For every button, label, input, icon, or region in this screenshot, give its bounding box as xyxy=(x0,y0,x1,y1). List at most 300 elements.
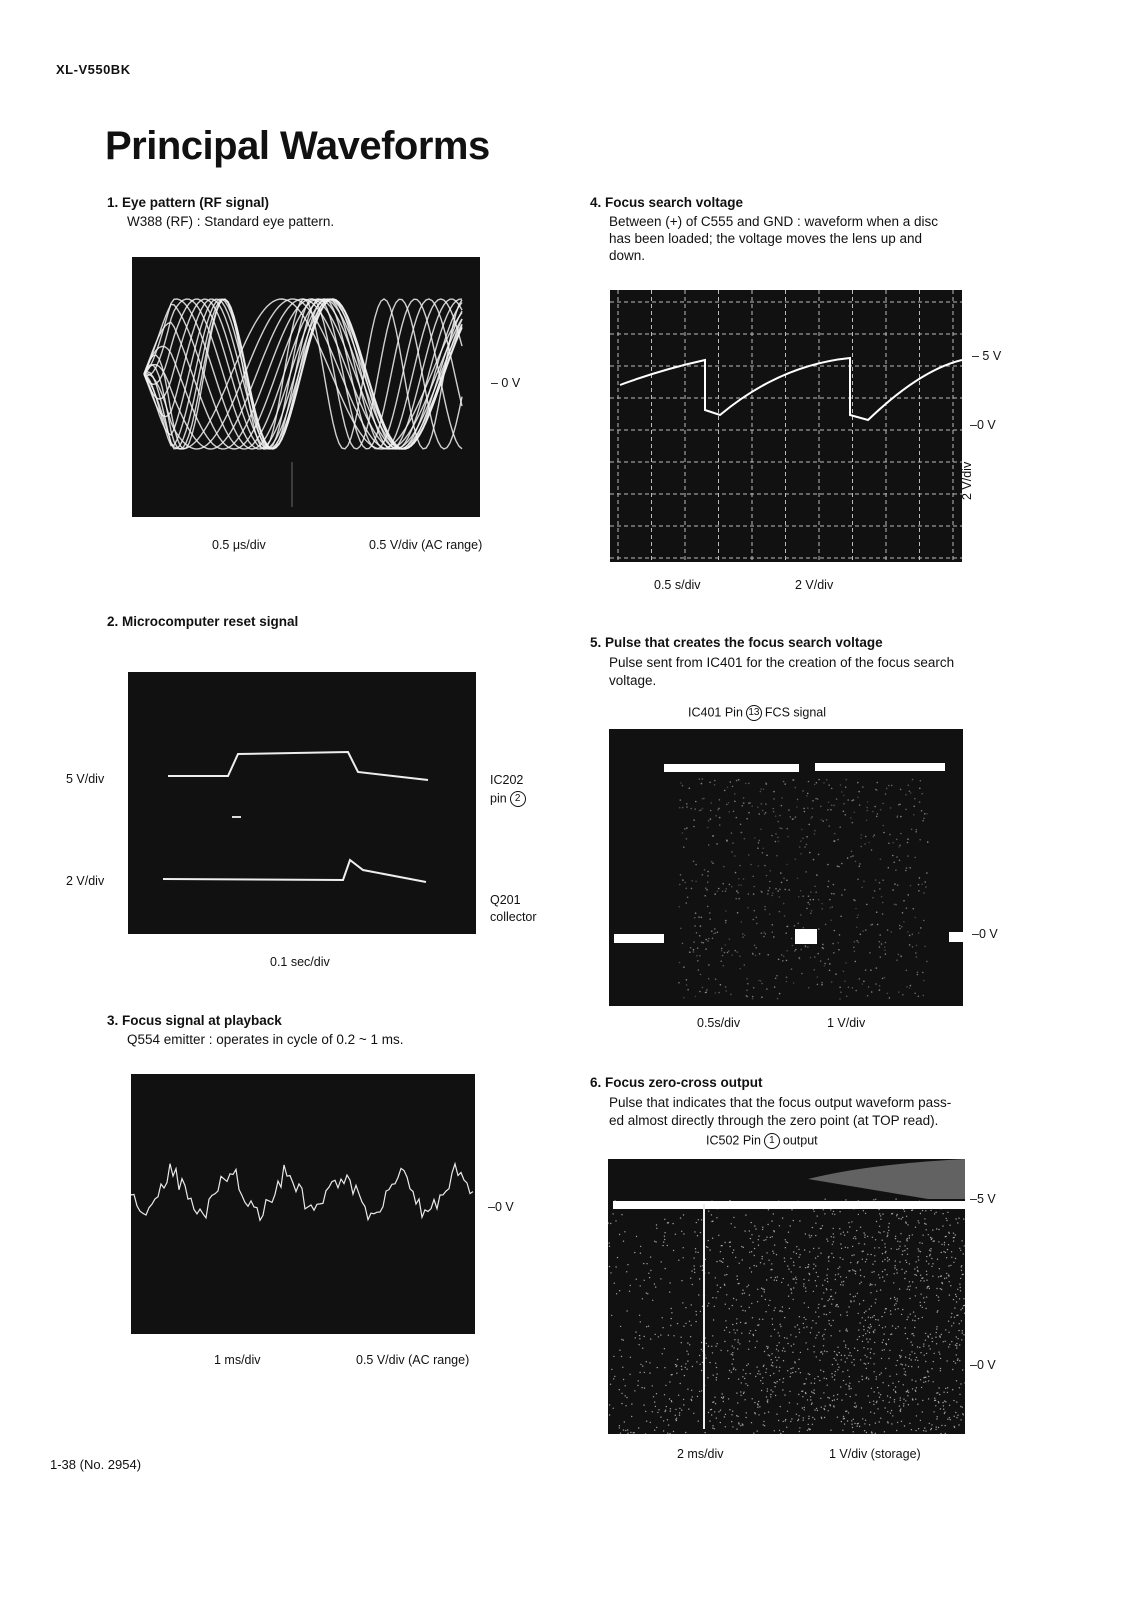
noise-dot xyxy=(717,931,719,933)
noise-dot xyxy=(707,827,709,829)
storage-dot xyxy=(749,1307,750,1308)
storage-dot xyxy=(669,1398,670,1399)
storage-dot xyxy=(956,1380,957,1381)
storage-dot xyxy=(823,1338,824,1339)
storage-dot xyxy=(847,1247,848,1248)
noise-dot xyxy=(879,946,881,948)
storage-dot xyxy=(699,1364,700,1365)
storage-dot xyxy=(762,1319,763,1320)
noise-dot xyxy=(725,986,727,988)
noise-dot xyxy=(821,908,823,910)
noise-dot xyxy=(902,912,904,914)
noise-dot xyxy=(807,946,809,948)
noise-dot xyxy=(772,931,774,933)
storage-dot xyxy=(713,1401,714,1402)
storage-dot xyxy=(815,1223,816,1224)
noise-dot xyxy=(810,891,812,893)
storage-dot xyxy=(956,1301,957,1302)
noise-dot xyxy=(768,890,770,892)
noise-dot xyxy=(689,951,691,953)
storage-dot xyxy=(718,1235,719,1236)
noise-dot xyxy=(923,818,925,820)
noise-dot xyxy=(867,801,869,803)
noise-dot xyxy=(729,938,731,940)
noise-dot xyxy=(753,893,755,895)
storage-dot xyxy=(888,1358,889,1359)
storage-dot xyxy=(880,1215,881,1216)
storage-dot xyxy=(897,1422,898,1423)
storage-dot xyxy=(815,1311,816,1312)
storage-dot xyxy=(933,1411,934,1412)
noise-dot xyxy=(707,871,709,873)
storage-dot xyxy=(854,1270,855,1271)
noise-dot xyxy=(785,932,787,934)
storage-dot xyxy=(789,1308,790,1309)
storage-dot xyxy=(725,1414,726,1415)
storage-dot xyxy=(668,1424,669,1425)
storage-dot xyxy=(924,1302,925,1303)
pin-number-circle: 13 xyxy=(746,705,762,721)
storage-dot xyxy=(942,1225,943,1226)
storage-dot xyxy=(704,1432,705,1433)
storage-dot xyxy=(698,1420,699,1421)
noise-dot xyxy=(693,941,695,943)
storage-dot xyxy=(865,1261,866,1262)
noise-dot xyxy=(840,991,842,993)
storage-dot xyxy=(702,1306,703,1307)
storage-dot xyxy=(745,1322,746,1323)
storage-dot xyxy=(687,1360,688,1361)
noise-dot xyxy=(769,913,771,915)
noise-dot xyxy=(764,865,766,867)
storage-dot xyxy=(957,1415,958,1416)
storage-dot xyxy=(894,1267,895,1268)
storage-dot xyxy=(830,1296,831,1297)
storage-dot xyxy=(787,1370,788,1371)
storage-dot xyxy=(874,1329,875,1330)
noise-dot xyxy=(920,780,922,782)
focus-x-scale: 1 ms/div xyxy=(214,1353,261,1367)
storage-dot xyxy=(778,1357,779,1358)
noise-dot xyxy=(800,914,802,916)
storage-dot xyxy=(736,1275,737,1276)
noise-dot xyxy=(913,806,915,808)
storage-dot xyxy=(937,1311,938,1312)
storage-dot xyxy=(817,1215,818,1216)
storage-dot xyxy=(904,1250,905,1251)
storage-dot xyxy=(813,1264,814,1265)
noise-dot xyxy=(802,838,804,840)
noise-dot xyxy=(845,786,847,788)
noise-dot xyxy=(773,791,775,793)
noise-dot xyxy=(887,993,889,995)
search-y-scale: 2 V/div xyxy=(795,578,834,592)
noise-dot xyxy=(781,828,783,830)
noise-dot xyxy=(806,795,808,797)
noise-dot xyxy=(828,958,830,960)
storage-dot xyxy=(830,1430,831,1431)
noise-dot xyxy=(752,953,754,955)
storage-dot xyxy=(732,1252,733,1253)
storage-dot xyxy=(894,1265,895,1266)
eye-pattern-scope xyxy=(132,257,480,517)
noise-dot xyxy=(923,892,925,894)
noise-dot xyxy=(911,829,913,831)
storage-dot xyxy=(750,1238,751,1239)
storage-dot xyxy=(920,1305,921,1306)
storage-dot xyxy=(827,1281,828,1282)
storage-dot xyxy=(876,1221,877,1222)
storage-dot xyxy=(746,1412,747,1413)
storage-dot xyxy=(814,1383,815,1384)
storage-dot xyxy=(698,1219,699,1220)
storage-dot xyxy=(818,1248,819,1249)
storage-dot xyxy=(905,1364,906,1365)
storage-dot xyxy=(905,1260,906,1261)
storage-dot xyxy=(840,1276,841,1277)
storage-dot xyxy=(610,1272,611,1273)
storage-dot xyxy=(744,1230,745,1231)
noise-dot xyxy=(767,954,769,956)
storage-dot xyxy=(918,1256,919,1257)
noise-dot xyxy=(714,928,716,930)
noise-dot xyxy=(919,877,921,879)
search-y-div: 2 V/div xyxy=(960,461,974,500)
storage-dot xyxy=(865,1311,866,1312)
noise-dot xyxy=(896,839,898,841)
noise-dot xyxy=(786,950,788,952)
storage-dot xyxy=(740,1425,741,1426)
storage-dot xyxy=(766,1368,767,1369)
storage-dot xyxy=(932,1341,933,1342)
storage-dot xyxy=(918,1259,919,1260)
storage-dot xyxy=(901,1218,902,1219)
noise-dot xyxy=(711,930,713,932)
storage-dot xyxy=(907,1240,908,1241)
storage-dot xyxy=(751,1222,752,1223)
storage-dot xyxy=(802,1390,803,1391)
storage-dot xyxy=(962,1330,963,1331)
storage-dot xyxy=(964,1245,965,1246)
storage-dot xyxy=(822,1335,823,1336)
noise-dot xyxy=(758,840,760,842)
storage-dot xyxy=(960,1309,961,1310)
focus-trace xyxy=(131,1164,473,1221)
storage-dot xyxy=(900,1357,901,1358)
storage-dot xyxy=(960,1250,961,1251)
storage-dot xyxy=(841,1355,842,1356)
storage-dot xyxy=(748,1285,749,1286)
noise-dot xyxy=(916,945,918,947)
storage-dot xyxy=(802,1407,803,1408)
section-5-desc-2: voltage. xyxy=(609,673,657,688)
storage-dot xyxy=(944,1244,945,1245)
storage-dot xyxy=(805,1319,806,1320)
storage-dot xyxy=(906,1262,907,1263)
storage-dot xyxy=(893,1282,894,1283)
noise-dot xyxy=(800,949,802,951)
storage-dot xyxy=(782,1217,783,1218)
storage-dot xyxy=(780,1310,781,1311)
storage-dot xyxy=(863,1300,864,1301)
storage-dot xyxy=(867,1236,868,1237)
storage-dot xyxy=(854,1348,855,1349)
focus-y-scale: 0.5 V/div (AC range) xyxy=(356,1353,470,1367)
noise-dot xyxy=(725,922,727,924)
storage-dot xyxy=(803,1279,804,1280)
storage-dot xyxy=(899,1246,900,1247)
noise-dot xyxy=(699,810,701,812)
storage-dot xyxy=(781,1282,782,1283)
noise-dot xyxy=(829,825,831,827)
storage-dot xyxy=(742,1376,743,1377)
storage-dot xyxy=(912,1281,913,1282)
storage-dot xyxy=(616,1293,617,1294)
noise-dot xyxy=(707,881,709,883)
storage-dot xyxy=(901,1314,902,1315)
storage-dot xyxy=(871,1284,872,1285)
section-6-caption xyxy=(706,1133,818,1149)
storage-dot xyxy=(949,1281,950,1282)
storage-dot xyxy=(893,1389,894,1390)
storage-dot xyxy=(767,1346,768,1347)
storage-dot xyxy=(624,1231,625,1232)
storage-dot xyxy=(731,1372,732,1373)
storage-dot xyxy=(835,1306,836,1307)
storage-dot xyxy=(887,1235,888,1236)
storage-dot xyxy=(849,1388,850,1389)
storage-dot xyxy=(910,1314,911,1315)
storage-dot xyxy=(771,1359,772,1360)
storage-dot xyxy=(736,1415,737,1416)
storage-dot xyxy=(804,1409,805,1410)
noise-dot xyxy=(705,992,707,994)
storage-dot xyxy=(923,1430,924,1431)
noise-dot xyxy=(863,881,865,883)
noise-dot xyxy=(812,800,814,802)
noise-dot xyxy=(687,989,689,991)
noise-dot xyxy=(810,957,812,959)
noise-dot xyxy=(890,931,892,933)
storage-dot xyxy=(941,1425,942,1426)
storage-dot xyxy=(817,1410,818,1411)
storage-dot xyxy=(793,1220,794,1221)
storage-dot xyxy=(733,1367,734,1368)
storage-dot xyxy=(916,1287,917,1288)
storage-dot xyxy=(716,1373,717,1374)
noise-dot xyxy=(761,932,763,934)
storage-dot xyxy=(925,1361,926,1362)
storage-dot xyxy=(904,1374,905,1375)
storage-dot xyxy=(899,1241,900,1242)
storage-dot xyxy=(915,1381,916,1382)
storage-dot xyxy=(954,1317,955,1318)
storage-dot xyxy=(681,1231,682,1232)
storage-dot xyxy=(953,1240,954,1241)
storage-dot xyxy=(920,1275,921,1276)
storage-dot xyxy=(720,1251,721,1252)
eye-x-scale: 0.5 μs/div xyxy=(212,538,266,552)
noise-dot xyxy=(912,946,914,948)
storage-dot xyxy=(824,1350,825,1351)
storage-dot xyxy=(885,1326,886,1327)
noise-dot xyxy=(771,895,773,897)
storage-dot xyxy=(654,1241,655,1242)
storage-dot xyxy=(826,1288,827,1289)
storage-dot xyxy=(924,1223,925,1224)
storage-dot xyxy=(837,1399,838,1400)
storage-dot xyxy=(813,1248,814,1249)
noise-dot xyxy=(919,788,921,790)
storage-dot xyxy=(885,1251,886,1252)
caption-signal-label: output xyxy=(782,1133,818,1148)
noise-dot xyxy=(839,998,841,1000)
storage-dot xyxy=(925,1308,926,1309)
storage-dot xyxy=(863,1210,864,1211)
noise-dot xyxy=(839,987,841,989)
storage-dot xyxy=(644,1387,645,1388)
storage-dot xyxy=(735,1257,736,1258)
storage-dot xyxy=(675,1234,676,1235)
storage-dot xyxy=(621,1403,622,1404)
storage-dot xyxy=(701,1390,702,1391)
storage-dot xyxy=(779,1324,780,1325)
noise-dot xyxy=(859,978,861,980)
storage-dot xyxy=(662,1317,663,1318)
storage-dot xyxy=(758,1414,759,1415)
storage-dot xyxy=(736,1323,737,1324)
storage-dot xyxy=(813,1291,814,1292)
storage-dot xyxy=(683,1326,684,1327)
storage-dot xyxy=(749,1267,750,1268)
storage-dot xyxy=(900,1363,901,1364)
storage-dot xyxy=(776,1366,777,1367)
storage-dot xyxy=(835,1360,836,1361)
noise-dot xyxy=(756,917,758,919)
noise-dot xyxy=(905,794,907,796)
storage-dot xyxy=(960,1406,961,1407)
noise-dot xyxy=(825,924,827,926)
noise-dot xyxy=(915,917,917,919)
storage-dot xyxy=(960,1278,961,1279)
storage-dot xyxy=(825,1405,826,1406)
storage-dot xyxy=(895,1260,896,1261)
storage-dot xyxy=(884,1407,885,1408)
storage-dot xyxy=(827,1300,828,1301)
noise-dot xyxy=(862,930,864,932)
noise-dot xyxy=(686,979,688,981)
storage-dot xyxy=(870,1352,871,1353)
storage-dot xyxy=(911,1366,912,1367)
noise-dot xyxy=(841,863,843,865)
storage-dot xyxy=(807,1267,808,1268)
noise-dot xyxy=(750,802,752,804)
storage-dot xyxy=(663,1420,664,1421)
noise-dot xyxy=(843,803,845,805)
storage-dot xyxy=(925,1340,926,1341)
storage-dot xyxy=(850,1294,851,1295)
noise-dot xyxy=(767,893,769,895)
storage-dot xyxy=(711,1214,712,1215)
noise-dot xyxy=(778,959,780,961)
storage-dot xyxy=(812,1227,813,1228)
noise-dot xyxy=(769,881,771,883)
storage-dot xyxy=(882,1350,883,1351)
noise-dot xyxy=(693,861,695,863)
search-level-zero: –0 V xyxy=(970,418,996,432)
storage-dot xyxy=(669,1282,670,1283)
storage-dot xyxy=(796,1414,797,1415)
storage-dot xyxy=(874,1261,875,1262)
storage-dot xyxy=(677,1359,678,1360)
storage-dot xyxy=(791,1209,792,1210)
storage-dot xyxy=(963,1334,964,1335)
storage-dot xyxy=(772,1318,773,1319)
noise-dot xyxy=(707,906,709,908)
storage-dot xyxy=(691,1390,692,1391)
storage-dot xyxy=(912,1344,913,1345)
storage-dot xyxy=(685,1432,686,1433)
storage-dot xyxy=(701,1219,702,1220)
storage-dot xyxy=(884,1280,885,1281)
storage-dot xyxy=(619,1350,620,1351)
noise-dot xyxy=(761,996,763,998)
storage-dot xyxy=(909,1298,910,1299)
storage-dot xyxy=(711,1221,712,1222)
storage-dot xyxy=(724,1274,725,1275)
storage-dot xyxy=(625,1395,626,1396)
storage-dot xyxy=(748,1349,749,1350)
noise-dot xyxy=(815,891,817,893)
storage-dot xyxy=(865,1333,866,1334)
storage-dot xyxy=(789,1402,790,1403)
noise-dot xyxy=(833,893,835,895)
storage-dot xyxy=(951,1316,952,1317)
storage-dot xyxy=(758,1401,759,1402)
storage-dot xyxy=(944,1400,945,1401)
noise-dot xyxy=(867,810,869,812)
noise-dot xyxy=(699,778,701,780)
storage-dot xyxy=(786,1338,787,1339)
noise-dot xyxy=(714,780,716,782)
noise-dot xyxy=(787,836,789,838)
storage-dot xyxy=(654,1283,655,1284)
storage-dot xyxy=(774,1231,775,1232)
storage-dot xyxy=(762,1229,763,1230)
noise-dot xyxy=(879,882,881,884)
storage-dot xyxy=(755,1376,756,1377)
storage-dot xyxy=(865,1320,866,1321)
storage-dot xyxy=(842,1371,843,1372)
storage-dot xyxy=(742,1293,743,1294)
storage-dot xyxy=(645,1411,646,1412)
storage-dot xyxy=(650,1256,651,1257)
storage-dot xyxy=(824,1213,825,1214)
noise-dot xyxy=(891,785,893,787)
storage-dot xyxy=(731,1421,732,1422)
storage-dot xyxy=(876,1378,877,1379)
storage-dot xyxy=(655,1241,656,1242)
noise-dot xyxy=(679,906,681,908)
noise-dot xyxy=(817,953,819,955)
noise-dot xyxy=(758,980,760,982)
storage-dot xyxy=(888,1230,889,1231)
storage-dot xyxy=(716,1379,717,1380)
noise-dot xyxy=(725,920,727,922)
storage-dot xyxy=(946,1218,947,1219)
noise-dot xyxy=(839,826,841,828)
noise-dot xyxy=(818,899,820,901)
